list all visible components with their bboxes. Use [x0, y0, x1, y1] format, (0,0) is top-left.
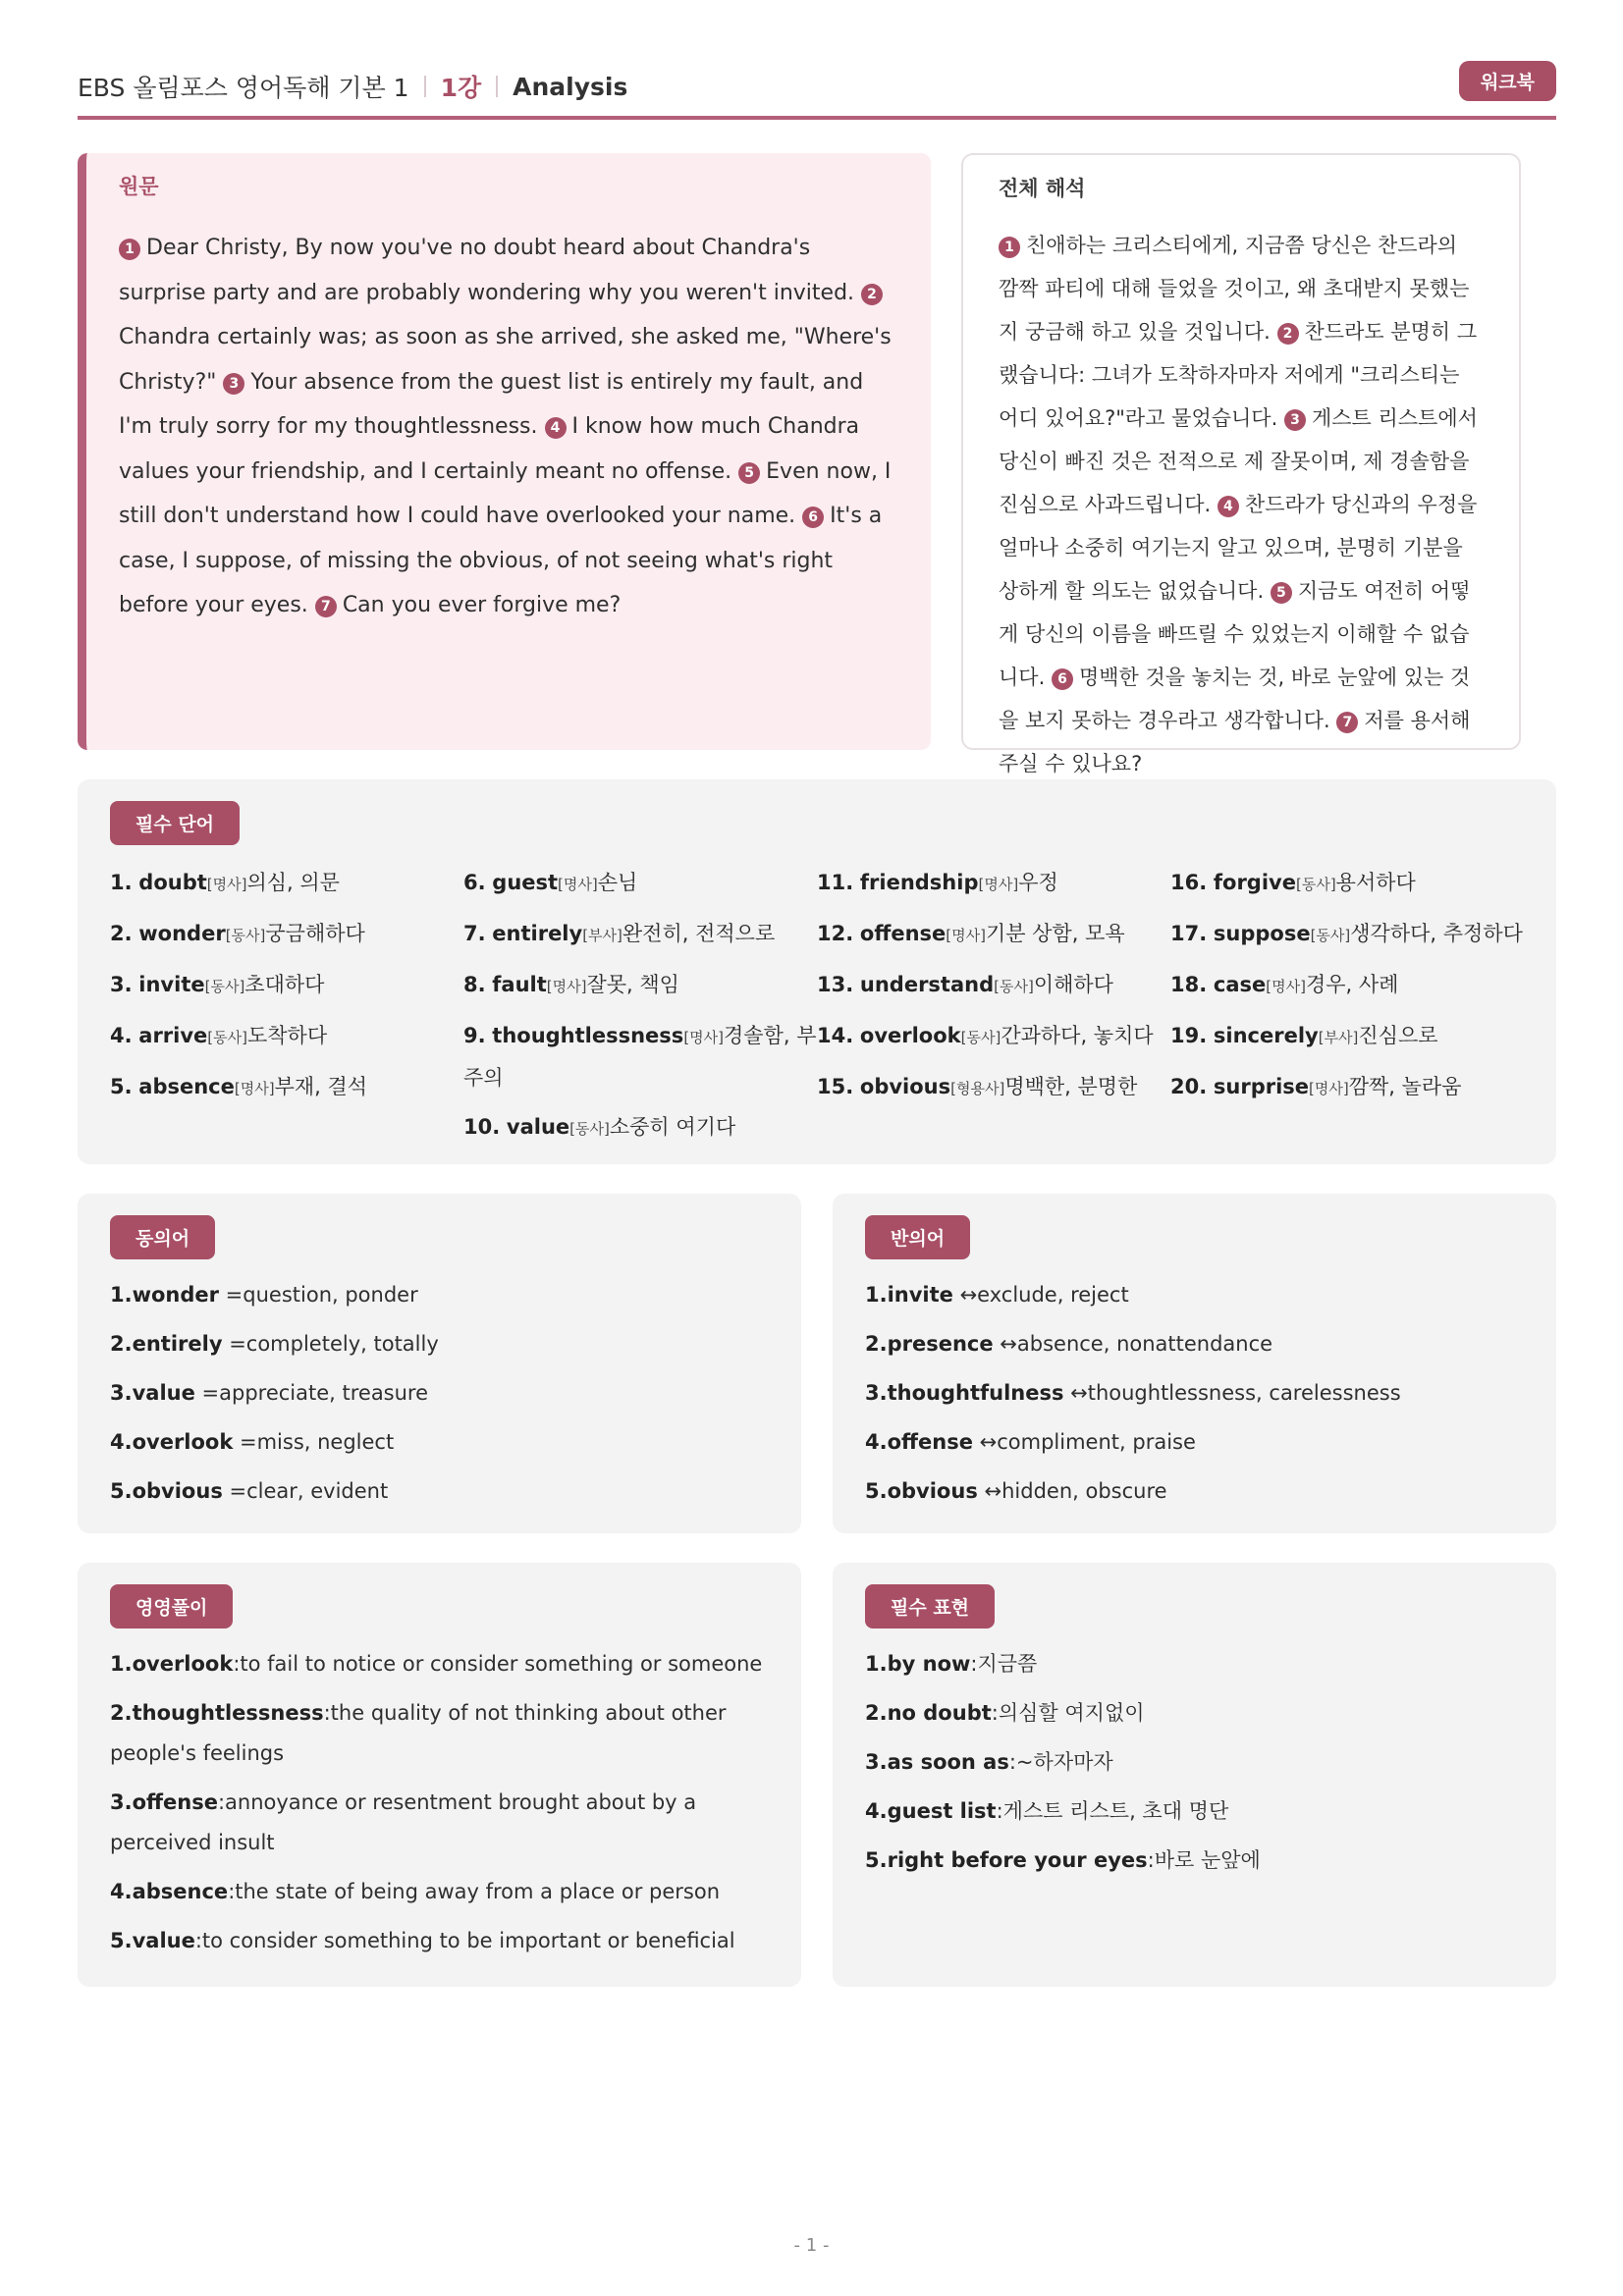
page-header — [78, 61, 1556, 120]
sentence-text: Even now, I still don't understand how I could have overlooked your name. — [119, 458, 892, 528]
vocab-item — [110, 1016, 463, 1058]
synonyms-list — [110, 1275, 769, 1512]
term-detail: =appreciate, treasure — [194, 1381, 429, 1405]
vocab-word: absence — [138, 1075, 235, 1098]
vocab-word: obvious — [859, 1075, 951, 1098]
term: 1.by now — [865, 1652, 971, 1676]
term-detail: =completely, totally — [222, 1332, 439, 1356]
section-label: Analysis — [513, 72, 628, 101]
term-detail: :~하자마자 — [1008, 1750, 1113, 1774]
vocab-meaning: 이해하다 — [1033, 973, 1113, 996]
vocab-meaning: 완전히, 전적으로 — [622, 922, 776, 945]
antonyms-label: 반의어 — [865, 1215, 970, 1259]
sentence-text: I know how much Chandra values your friendship, and I certainly meant no offense. — [119, 414, 860, 484]
vocab-number: 7. — [463, 922, 486, 945]
antonyms-item — [865, 1471, 1524, 1512]
definitions-panel — [78, 1563, 801, 1987]
sentence-text: 친애하는 크리스티에게, 지금쯤 당신은 찬드라의 깜짝 파티에 대해 들었을 것이고, 왜 초대받지 못했는지 궁금해 하고 있을 것입니다. — [999, 234, 1470, 344]
vocab-word: guest — [492, 871, 559, 894]
sentence-number: 5 — [738, 462, 760, 484]
term-detail: ↔hidden, obscure — [977, 1479, 1167, 1503]
sentence-text: 게스트 리스트에서 당신이 빠진 것은 전적으로 제 잘못이며, 제 경솔함을 진심으로 사과드립니다. — [999, 406, 1478, 516]
vocab-item — [1170, 863, 1524, 905]
vocab-word: forgive — [1213, 871, 1296, 894]
vocab-meaning: 부재, 결석 — [274, 1075, 368, 1098]
vocab-word: surprise — [1213, 1075, 1310, 1098]
term-detail: ↔compliment, praise — [972, 1430, 1196, 1454]
translation-passage — [999, 224, 1484, 785]
original-passage — [119, 226, 901, 628]
expressions-item — [865, 1742, 1524, 1783]
vocab-meaning: 소중히 여기다 — [609, 1115, 736, 1139]
expressions-panel — [833, 1563, 1556, 1987]
sentence-text: It's a case, I suppose, of missing the obvious, of not seeing what's right before your eyes. — [119, 504, 883, 617]
vocab-number: 5. — [110, 1075, 133, 1098]
vocab-meaning: 도착하다 — [246, 1024, 328, 1047]
term: 4.offense — [865, 1430, 973, 1454]
vocab-meaning: 우정 — [1018, 871, 1058, 894]
expressions-item — [865, 1791, 1524, 1832]
vocab-meaning: 경솔함, 부주의 — [463, 1024, 817, 1090]
term: 3.offense — [110, 1790, 218, 1814]
vocab-word: understand — [859, 973, 995, 996]
vocab-number: 8. — [463, 973, 486, 996]
vocab-word: suppose — [1213, 922, 1311, 945]
vocab-number: 15. — [817, 1075, 854, 1098]
sentence-text: 저를 용서해 주실 수 있나요? — [999, 709, 1471, 775]
vocab-number: 2. — [110, 922, 133, 945]
term: 5.value — [110, 1929, 195, 1952]
vocab-pos: [명사] — [234, 1080, 275, 1097]
vocab-meaning: 초대하다 — [244, 973, 325, 996]
term: 3.as soon as — [865, 1750, 1009, 1774]
term: 2.thoughtlessness — [110, 1701, 324, 1725]
vocab-number: 14. — [817, 1024, 854, 1047]
vocab-item — [1170, 1016, 1524, 1058]
synonyms-label: 동의어 — [110, 1215, 215, 1259]
vocab-meaning: 용서하다 — [1335, 871, 1416, 894]
term: 5.obvious — [865, 1479, 978, 1503]
vocab-item — [463, 965, 817, 1007]
vocab-meaning: 의심, 의문 — [246, 871, 340, 894]
vocab-number: 11. — [817, 871, 854, 894]
vocab-meaning: 간과하다, 놓치다 — [1001, 1024, 1154, 1047]
sentence-text: 명백한 것을 놓치는 것, 바로 눈앞에 있는 것을 보지 못하는 경우라고 생각합니다. — [999, 666, 1471, 732]
synonyms-panel — [78, 1194, 801, 1533]
vocab-pos: [동사] — [994, 978, 1034, 995]
vocab-number: 19. — [1170, 1024, 1208, 1047]
term-detail: :to consider something to be important or beneficial — [194, 1929, 735, 1952]
vocab-meaning: 생각하다, 추정하다 — [1350, 922, 1523, 945]
vocab-number: 20. — [1170, 1075, 1208, 1098]
vocab-item — [817, 965, 1170, 1007]
translation-label: 전체 해석 — [999, 177, 1086, 200]
vocab-item — [817, 1067, 1170, 1109]
vocab-word: invite — [138, 973, 205, 996]
term: 5.obvious — [110, 1479, 223, 1503]
vocab-column — [463, 863, 817, 1158]
vocab-pos: [동사] — [960, 1029, 1001, 1046]
vocab-meaning: 궁금해하다 — [265, 922, 365, 945]
vocab-column — [110, 863, 463, 1158]
vocab-number: 13. — [817, 973, 854, 996]
vocab-pos: [명사] — [558, 876, 598, 893]
antonyms-list — [865, 1275, 1524, 1512]
book-title: EBS 올림포스 영어독해 기본 1 — [78, 74, 409, 102]
vocab-number: 12. — [817, 922, 854, 945]
sentence-number: 7 — [1336, 712, 1358, 733]
vocab-pos: [동사] — [1295, 876, 1336, 893]
sentence-text: Your absence from the guest list is entirely my fault, and I'm truly sorry for my thoughtlessness. — [119, 369, 864, 439]
vocab-word: overlook — [859, 1024, 961, 1047]
original-label: 원문 — [119, 175, 159, 198]
vocab-pos: [동사] — [207, 1029, 247, 1046]
vocab-pos: [명사] — [683, 1029, 724, 1046]
sentence-number: 6 — [802, 507, 824, 528]
vocab-item — [110, 965, 463, 1007]
term: 1.overlook — [110, 1652, 234, 1676]
vocab-pos: [명사] — [1309, 1080, 1349, 1097]
vocab-pos: [명사] — [946, 927, 986, 944]
header-divider — [496, 76, 498, 97]
vocab-meaning: 손님 — [597, 871, 638, 894]
vocab-word: fault — [492, 973, 547, 996]
term: 5.right before your eyes — [865, 1848, 1148, 1872]
definitions-item — [110, 1872, 769, 1912]
sentence-number: 7 — [315, 596, 337, 617]
page-number: - 1 - — [793, 2235, 830, 2256]
vocab-pos: [동사] — [569, 1120, 610, 1138]
sentence-number: 1 — [119, 239, 140, 260]
term: 3.thoughtfulness — [865, 1381, 1064, 1405]
antonyms-item — [865, 1373, 1524, 1414]
term-detail: =miss, neglect — [233, 1430, 395, 1454]
sentence-number: 4 — [1217, 496, 1239, 517]
definitions-list — [110, 1644, 769, 1961]
vocab-word: doubt — [138, 871, 207, 894]
vocab-number: 10. — [463, 1115, 501, 1139]
antonyms-item — [865, 1275, 1524, 1315]
vocab-number: 1. — [110, 871, 133, 894]
vocab-word: arrive — [138, 1024, 208, 1047]
sentence-number: 1 — [999, 237, 1020, 258]
vocab-item — [817, 863, 1170, 905]
expressions-item — [865, 1841, 1524, 1881]
term-detail: :바로 눈앞에 — [1147, 1848, 1261, 1872]
expressions-item — [865, 1644, 1524, 1684]
synonyms-item — [110, 1373, 769, 1414]
vocab-pos: [부사] — [1318, 1029, 1359, 1046]
sentence-number: 5 — [1271, 582, 1292, 604]
vocab-number: 6. — [463, 871, 486, 894]
definitions-item — [110, 1693, 769, 1774]
translation-box — [961, 153, 1521, 775]
vocab-meaning: 명백한, 분명한 — [1004, 1075, 1138, 1098]
sentence-number: 3 — [223, 373, 244, 395]
vocab-number: 18. — [1170, 973, 1208, 996]
vocab-pos: [형용사] — [950, 1080, 1005, 1097]
synonyms-item — [110, 1422, 769, 1463]
term-detail: =question, ponder — [219, 1283, 418, 1307]
expressions-item — [865, 1693, 1524, 1734]
sentence-text: Chandra certainly was; as soon as she arrived, she asked me, "Where's Christy?" — [119, 325, 892, 395]
antonyms-panel — [833, 1194, 1556, 1533]
definitions-label: 영영풀이 — [110, 1584, 233, 1629]
vocab-word: sincerely — [1213, 1024, 1319, 1047]
vocab-item — [817, 914, 1170, 956]
definitions-item — [110, 1921, 769, 1961]
vocab-word: entirely — [492, 922, 583, 945]
vocab-meaning: 경우, 사례 — [1305, 973, 1399, 996]
lesson-label: 1강 — [440, 74, 482, 102]
term-detail: :지금쯤 — [970, 1652, 1038, 1676]
antonyms-item — [865, 1324, 1524, 1364]
sentence-number: 4 — [545, 417, 567, 439]
expressions-list — [865, 1644, 1524, 1881]
vocab-label: 필수 단어 — [110, 801, 240, 845]
vocab-item — [1170, 1067, 1524, 1109]
vocab-item — [463, 914, 817, 956]
vocab-pos: [부사] — [582, 927, 622, 944]
vocab-number: 4. — [110, 1024, 133, 1047]
vocab-column — [817, 863, 1170, 1158]
term-detail: :의심할 여지없이 — [991, 1701, 1145, 1725]
vocab-meaning: 잘못, 책임 — [586, 973, 679, 996]
vocab-number: 17. — [1170, 922, 1208, 945]
vocab-item — [463, 1016, 817, 1098]
term: 2.entirely — [110, 1332, 223, 1356]
header-divider — [424, 76, 426, 97]
vocab-pos: [명사] — [1266, 978, 1306, 995]
sentence-number: 2 — [1277, 323, 1299, 345]
synonyms-item — [110, 1324, 769, 1364]
vocab-item — [110, 863, 463, 905]
term-detail: :게스트 리스트, 초대 명단 — [996, 1799, 1229, 1823]
original-passage-box — [78, 153, 931, 750]
vocab-number: 3. — [110, 973, 133, 996]
synonyms-item — [110, 1471, 769, 1512]
term: 4.guest list — [865, 1799, 997, 1823]
vocab-pos: [명사] — [978, 876, 1019, 893]
vocab-word: thoughtlessness — [492, 1024, 684, 1047]
vocab-meaning: 기분 상함, 모욕 — [985, 922, 1125, 945]
vocab-item — [110, 914, 463, 956]
vocab-number: 9. — [463, 1024, 486, 1047]
term-detail: ↔absence, nonattendance — [993, 1332, 1273, 1356]
expressions-label: 필수 표현 — [865, 1584, 995, 1629]
vocab-pos: [동사] — [225, 927, 266, 944]
term-detail: =clear, evident — [222, 1479, 389, 1503]
vocab-pos: [동사] — [1310, 927, 1351, 944]
term-detail: :the state of being away from a place or person — [228, 1880, 721, 1903]
header-title — [78, 69, 627, 104]
term: 3.value — [110, 1381, 195, 1405]
vocab-word: wonder — [138, 922, 226, 945]
vocab-item — [1170, 965, 1524, 1007]
vocab-word: offense — [859, 922, 947, 945]
vocab-word: value — [506, 1115, 570, 1139]
term-detail: :to fail to notice or consider something or someone — [233, 1652, 763, 1676]
term-detail: :the quality of not thinking about other people's feelings — [110, 1701, 727, 1765]
sentence-text: Can you ever forgive me? — [342, 593, 622, 617]
term: 1.wonder — [110, 1283, 219, 1307]
sentence-text: Dear Christy, By now you've no doubt heard about Chandra's surprise party and are probably wondering why you weren't invited. — [119, 236, 855, 305]
vocab-item — [817, 1016, 1170, 1058]
term: 1.invite — [865, 1283, 953, 1307]
sentence-number: 2 — [861, 284, 883, 305]
vocab-word: case — [1213, 973, 1267, 996]
vocab-column — [1170, 863, 1524, 1158]
vocab-pos: [동사] — [204, 978, 245, 995]
term: 4.overlook — [110, 1430, 234, 1454]
sentence-number: 6 — [1052, 668, 1073, 690]
vocab-grid — [110, 863, 1524, 1158]
sentence-text: 찬드라가 당신과의 우정을 얼마나 소중히 여기는지 알고 있으며, 분명히 기분을 상하게 할 의도는 없었습니다. — [999, 493, 1478, 603]
term: 2.presence — [865, 1332, 994, 1356]
vocab-item — [463, 863, 817, 905]
definitions-item — [110, 1783, 769, 1863]
vocab-item — [110, 1067, 463, 1109]
vocab-meaning: 진심으로 — [1358, 1024, 1438, 1047]
term: 4.absence — [110, 1880, 229, 1903]
sentence-number: 3 — [1284, 409, 1306, 431]
vocab-number: 16. — [1170, 871, 1208, 894]
sentence-text: 지금도 여전히 어떻게 당신의 이름을 빠뜨릴 수 있었는지 이해할 수 없습니다. — [999, 579, 1471, 689]
vocab-pos: [명사] — [546, 978, 587, 995]
definitions-item — [110, 1644, 769, 1684]
antonyms-item — [865, 1422, 1524, 1463]
vocab-pos: [명사] — [206, 876, 247, 893]
synonyms-item — [110, 1275, 769, 1315]
workbook-badge: 워크북 — [1459, 61, 1556, 101]
vocab-meaning: 깜짝, 놀라움 — [1348, 1075, 1462, 1098]
vocab-panel — [78, 779, 1556, 1164]
vocab-item — [463, 1107, 817, 1149]
term-detail: :annoyance or resentment brought about by a perceived insult — [110, 1790, 697, 1854]
term: 2.no doubt — [865, 1701, 992, 1725]
term-detail: ↔thoughtlessness, carelessness — [1063, 1381, 1401, 1405]
term-detail: ↔exclude, reject — [952, 1283, 1129, 1307]
vocab-item — [1170, 914, 1524, 956]
sentence-text: 찬드라도 분명히 그랬습니다: 그녀가 도착하자마자 저에게 "크리스티는 어디 있어요?"라고 물었습니다. — [999, 320, 1478, 430]
vocab-word: friendship — [859, 871, 979, 894]
